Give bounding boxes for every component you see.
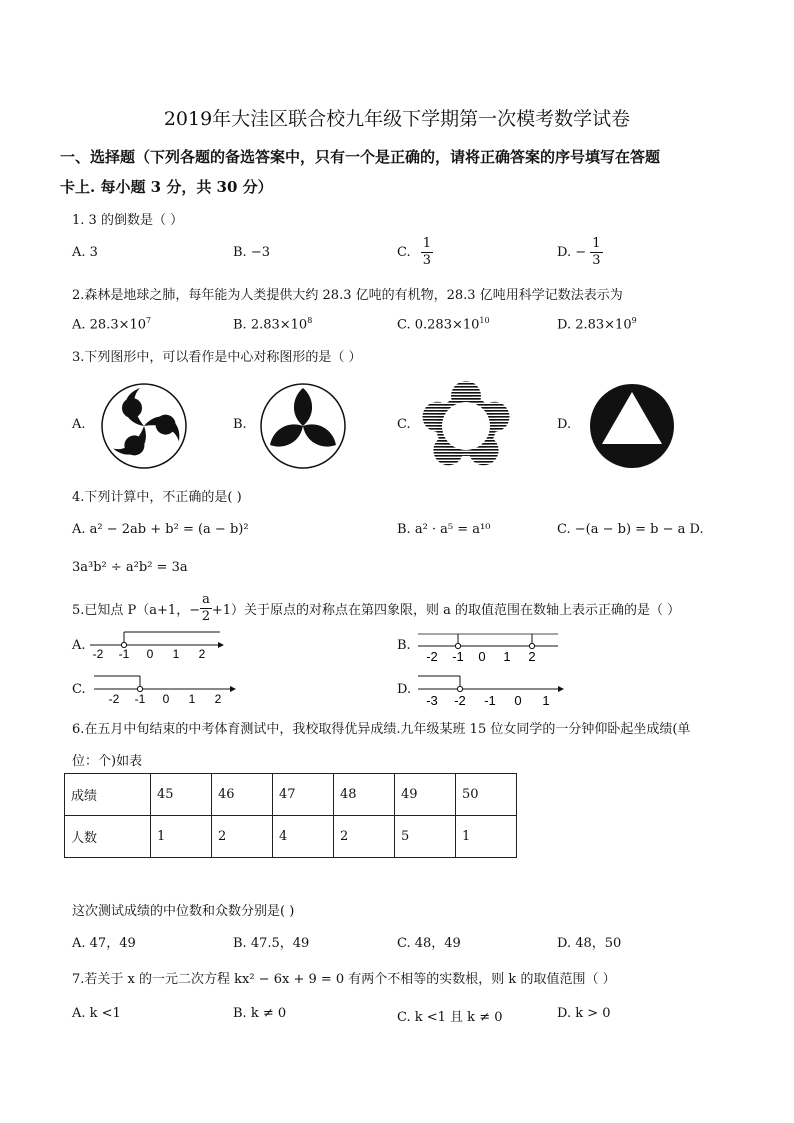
table-cell: 48 (334, 774, 395, 816)
q6-stem-line2: 位：个)如表 (72, 754, 143, 769)
q5-c-tick-5: 2 (214, 692, 222, 706)
q7-stem: 7.若关于 x 的一元二次方程 kx² − 6x + 9 = 0 有两个不相等的实数根，则 k 的取值范围（ ） (72, 972, 616, 987)
q2-a-exponent: 7 (146, 316, 152, 325)
q1-c-numerator: 1 (422, 236, 432, 251)
q5-a-tick-5: 2 (198, 647, 206, 661)
q5-d-tick-5: 1 (542, 693, 550, 708)
table-cell: 人数 (65, 816, 151, 858)
q4-option-b: B. a² · a⁵ = a¹⁰ (397, 522, 491, 537)
q5-b-tick-3: 0 (478, 649, 486, 664)
q7-option-b: B. k ≠ 0 (233, 1006, 287, 1021)
q2-d-exponent: 9 (631, 316, 637, 325)
table-row (65, 816, 517, 858)
q2-option-c (397, 316, 490, 332)
q3-option-c-label: C. (397, 417, 411, 432)
q6-stem-line1: 6.在五月中旬结束的中考体育测试中，我校取得优异成绩.九年级某班 15 位女同学的一分钟仰卧起坐成绩(单 (72, 722, 691, 737)
q4-option-a: A. a² − 2ab + b² = (a − b)² (72, 522, 249, 537)
table-cell: 2 (334, 816, 395, 858)
table-cell: 50 (456, 774, 517, 816)
table-cell: 1 (151, 816, 212, 858)
q7-option-d: D. k > 0 (557, 1006, 611, 1021)
q3-option-d-label: D. (557, 417, 572, 432)
q5-c-tick-3: 0 (162, 692, 170, 706)
q5-c-tick-1: -2 (108, 692, 120, 706)
table-cell: 46 (212, 774, 273, 816)
q1-c-denominator: 3 (422, 253, 432, 268)
q3-stem: 3.下列图形中，可以看作是中心对称图形的是（ ） (72, 350, 362, 365)
q6-option-a: A. 47，49 (72, 936, 136, 951)
q2-c-base: C. 0.283×10 (397, 317, 480, 333)
q5-a-tick-4: 1 (172, 647, 180, 661)
q2-b-base: B. 2.83×10 (233, 317, 308, 333)
q7-option-a: A. k <1 (72, 1006, 121, 1021)
table-cell: 4 (273, 816, 334, 858)
table-cell: 5 (395, 816, 456, 858)
q1-option-c-label: C. (397, 245, 411, 260)
table-cell: 2 (212, 816, 273, 858)
q5-d-tick-2: -2 (454, 693, 466, 708)
q5-a-tick-2: -1 (118, 647, 130, 661)
q5-stem-post: +1）关于原点的对称点在第四象限，则 a 的取值范围在数轴上表示正确的是（ ） (211, 603, 681, 618)
q1-option-d (557, 236, 603, 269)
figure-b-three-petals (259, 382, 347, 470)
q5-numberline-c (92, 671, 238, 707)
q5-stem (72, 592, 680, 625)
q5-numberline-b (414, 626, 564, 664)
q2-stem: 2.森林是地球之肺，每年能为人类提供大约 28.3 亿吨的有机物，28.3 亿吨用科学记数法表示为 (72, 288, 623, 303)
q2-a-base: A. 28.3×10 (72, 317, 147, 333)
table-cell: 45 (151, 774, 212, 816)
q1-option-d-label: D. − (557, 245, 587, 260)
table-row (65, 774, 517, 816)
q5-option-d-label: D. (397, 682, 412, 697)
q5-d-tick-3: -1 (484, 693, 496, 708)
table-cell: 47 (273, 774, 334, 816)
q5-a-tick-3: 0 (146, 647, 154, 661)
q1-stem: 1. 3 的倒数是（ ） (72, 213, 184, 228)
q4-option-d: 3a³b² ÷ a²b² = 3a (72, 560, 188, 575)
section-heading-line2: 卡上. 每小题 3 分，共 30 分） (60, 178, 273, 196)
q6-question: 这次测试成绩的中位数和众数分别是( ) (72, 904, 295, 919)
table-cell: 1 (456, 816, 517, 858)
q5-option-a-label: A. (72, 638, 86, 653)
q5-numberline-a (86, 628, 226, 662)
q1-option-b: B. −3 (233, 245, 270, 260)
q5-option-b-label: B. (397, 638, 411, 653)
q1-d-numerator: 1 (592, 236, 601, 251)
q2-c-exponent: 10 (479, 316, 490, 325)
q5-b-tick-1: -2 (426, 649, 438, 664)
q5-a-tick-1: -2 (92, 647, 104, 661)
q4-option-c: C. −(a − b) = b − a D. (557, 522, 704, 537)
q5-numberline-d (414, 671, 566, 709)
q5-d-tick-1: -3 (426, 693, 438, 708)
table-cell: 成绩 (65, 774, 151, 816)
q5-b-tick-4: 1 (503, 649, 511, 664)
q2-option-b (233, 316, 312, 332)
q2-option-d (557, 316, 637, 332)
q6-option-d: D. 48，50 (557, 936, 622, 951)
q3-option-b-label: B. (233, 417, 247, 432)
q4-stem: 4.下列计算中，不正确的是( ) (72, 490, 242, 505)
figure-d-disc-triangle (588, 382, 676, 470)
page-title: 2019年大洼区联合校九年级下学期第一次模考数学试卷 (163, 108, 631, 130)
figure-c-striped-flower (420, 380, 512, 470)
table-cell: 49 (395, 774, 456, 816)
q1-option-a: A. 3 (72, 245, 98, 260)
q5-frac-denominator: 2 (201, 609, 211, 624)
q5-option-c-label: C. (72, 682, 86, 697)
q2-b-exponent: 8 (307, 316, 313, 325)
q6-option-c: C. 48，49 (397, 936, 461, 951)
figure-a-pinwheel (100, 382, 188, 470)
q5-d-tick-4: 0 (514, 693, 522, 708)
q2-d-base: D. 2.83×10 (557, 317, 632, 333)
q5-stem-pre: 5.已知点 P（a+1，− (72, 603, 201, 618)
q5-b-tick-2: -1 (452, 649, 464, 664)
q2-option-a (72, 316, 151, 332)
scores-table (64, 773, 517, 858)
q1-d-denominator: 3 (592, 253, 601, 268)
q1-option-c (397, 236, 433, 269)
section-heading-line1: 一、选择题（下列各题的备选答案中，只有一个是正确的，请将正确答案的序号填写在答题 (60, 148, 661, 166)
q3-option-a-label: A. (72, 417, 86, 432)
q6-option-b: B. 47.5，49 (233, 936, 310, 951)
q7-option-c: C. k <1 且 k ≠ 0 (397, 1010, 503, 1025)
q5-c-tick-2: -1 (134, 692, 146, 706)
q5-c-tick-4: 1 (188, 692, 196, 706)
q5-b-tick-5: 2 (528, 649, 536, 664)
q5-frac-numerator: a (202, 592, 210, 607)
